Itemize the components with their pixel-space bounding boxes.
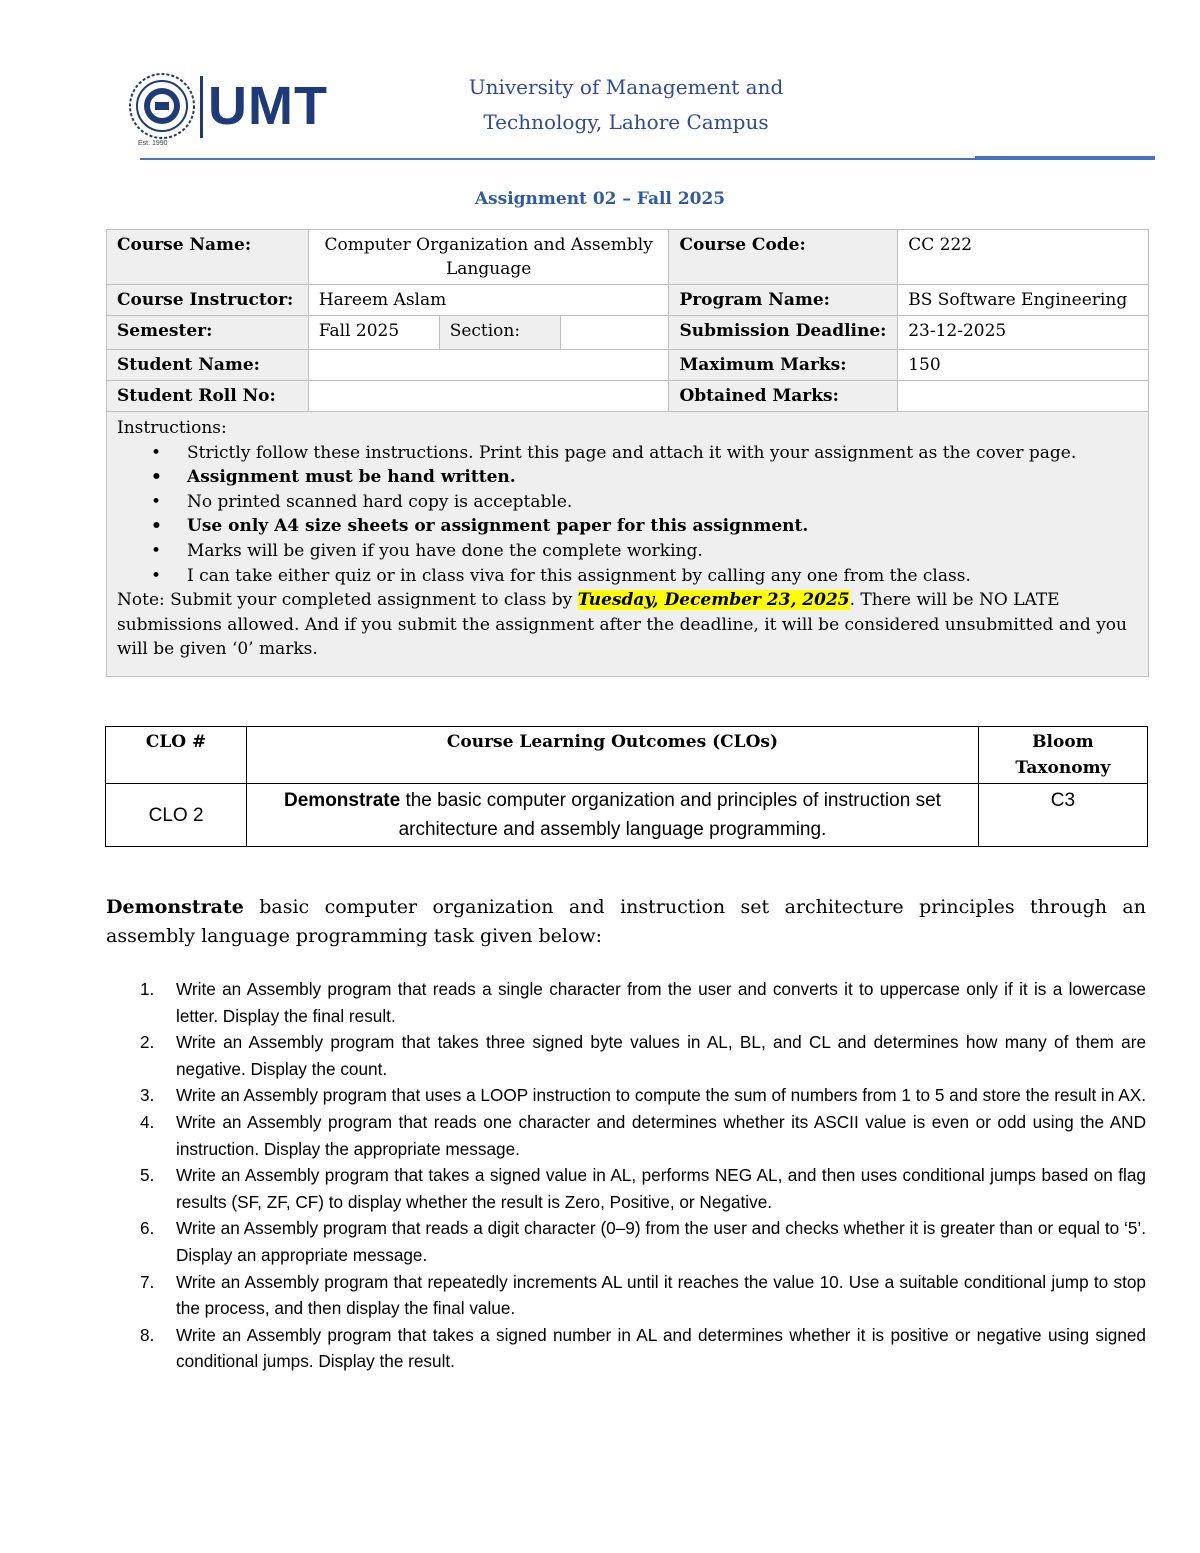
university-name <box>440 70 812 140</box>
student-name-label: Student Name: <box>107 350 309 381</box>
course-code-value: CC 222 <box>898 230 1149 285</box>
table-row <box>107 412 1149 677</box>
instruction-item: • Assignment must be hand written. <box>187 465 1138 490</box>
deadline-value: 23-12-2025 <box>898 316 1149 350</box>
table-row <box>107 230 1149 285</box>
list-item <box>110 1269 1146 1322</box>
task-text: Write an Assembly program that takes a signed number in AL and determines whether it is positive or negative using signed conditional jumps. Display the result. <box>176 1324 1146 1372</box>
course-name-label: Course Name: <box>107 230 309 285</box>
roll-label: Student Roll No: <box>107 381 309 412</box>
header-rule-accent <box>975 156 1155 160</box>
task-text: Write an Assembly program that uses a LOOP instruction to compute the sum of numbers from 1 to 5 and store the result in AX. <box>176 1085 1146 1106</box>
university-line-2: Technology, Lahore Campus <box>483 110 769 134</box>
note-prefix: Note: Submit your completed assignment to class by <box>117 590 578 611</box>
task-text: Write an Assembly program that takes three signed byte values in AL, BL, and CL and determines how many of them are negative. Display the count. <box>176 1032 1146 1079</box>
obtained-value[interactable] <box>898 381 1149 412</box>
task-number: 3. <box>140 1085 155 1106</box>
task-number: 4. <box>140 1111 155 1132</box>
instruction-item: • No printed scanned hard copy is acceptable. <box>187 490 1138 515</box>
instruction-item: • Strictly follow these instructions. Print this page and attach it with your assignment as the cover page. <box>187 441 1138 466</box>
instruction-item: • I can take either quiz or in class viva for this assignment by calling any one from the class. <box>187 564 1138 589</box>
table-row <box>107 350 1149 381</box>
assignment-title: Assignment 02 – Fall 2025 <box>474 189 726 209</box>
obtained-label: Obtained Marks: <box>669 381 898 412</box>
task-text: Write an Assembly program that reads a single character from the user and converts it to uppercase only if it is a lowercase letter. Display the final result. <box>176 979 1146 1026</box>
program-value: BS Software Engineering <box>898 285 1149 316</box>
instructions-heading: Instructions: <box>117 418 227 438</box>
note-date: Tuesday, December 23, 2025 <box>577 590 850 611</box>
intro-bold: Demonstrate <box>106 896 244 918</box>
program-label: Program Name: <box>669 285 898 316</box>
logo-divider <box>200 76 203 138</box>
list-item <box>110 976 1146 1029</box>
clo-outcome-rest: the basic computer organization and principles of instruction set architecture and assembly language programming. <box>398 790 941 840</box>
section-label: Section: <box>440 316 561 349</box>
umt-logo <box>128 70 338 150</box>
course-code-label: Course Code: <box>669 230 898 285</box>
list-item <box>110 1109 1146 1162</box>
bloom-level: C3 <box>978 784 1147 847</box>
task-list <box>110 976 1146 1375</box>
instructions-list <box>117 441 1138 589</box>
logo-established: Est. 1990 <box>138 140 168 147</box>
task-intro <box>106 893 1146 951</box>
clo-number-header: CLO # <box>106 727 247 784</box>
section-subtable <box>440 316 669 349</box>
task-text: Write an Assembly program that takes a signed value in AL, performs NEG AL, and then uses conditional jumps based on flag results (SF, ZF, CF) to display whether the result is Zero, Positive, or Negative. <box>176 1165 1146 1212</box>
table-row <box>107 316 1149 350</box>
table-row <box>107 285 1149 316</box>
instruction-item: • Use only A4 size sheets or assignment paper for this assignment. <box>187 514 1138 539</box>
max-marks-value: 150 <box>898 350 1149 381</box>
clo-outcome-header: Course Learning Outcomes (CLOs) <box>247 727 979 784</box>
table-row <box>106 784 1148 847</box>
student-name-value[interactable] <box>308 350 669 381</box>
table-row <box>106 727 1148 784</box>
note-suffix: . There will be NO LATE submissions allowed. And if you submit the assignment after the deadline, it will be considered unsubmitted and you will be given ‘0’ marks. <box>117 590 1127 660</box>
task-number: 7. <box>140 1271 155 1292</box>
instructor-label: Course Instructor: <box>107 285 309 316</box>
max-marks-label: Maximum Marks: <box>669 350 898 381</box>
instructor-value: Hareem Aslam <box>308 285 669 316</box>
intro-rest: basic computer organization and instruction set architecture principles through an assembly language programming task given below: <box>106 896 1146 947</box>
university-seal-icon <box>128 72 196 140</box>
section-value[interactable] <box>560 316 668 349</box>
task-text: Write an Assembly program that reads one character and determines whether its ASCII value is even or odd using the AND instruction. Display the appropriate message. <box>176 1111 1146 1159</box>
task-number: 8. <box>140 1324 155 1345</box>
list-item <box>110 1029 1146 1082</box>
clo-outcome <box>247 784 979 847</box>
bloom-header: Bloom Taxonomy <box>978 727 1147 784</box>
section-cell <box>439 316 669 350</box>
list-item <box>110 1162 1146 1215</box>
task-number: 5. <box>140 1165 155 1186</box>
instructions-cell <box>107 412 1149 677</box>
task-text: Write an Assembly program that reads a digit character (0–9) from the user and checks whether it is greater than or equal to ‘5’. Display an appropriate message. <box>176 1218 1146 1265</box>
clo-outcome-bold: Demonstrate <box>284 790 401 811</box>
clo-number: CLO 2 <box>106 784 247 847</box>
instruction-item: • Marks will be given if you have done the complete working. <box>187 539 1138 564</box>
semester-label: Semester: <box>107 316 309 350</box>
task-number: 6. <box>140 1218 155 1239</box>
semester-value: Fall 2025 <box>308 316 439 350</box>
roll-value[interactable] <box>308 381 669 412</box>
task-text: Write an Assembly program that repeatedly increments AL until it reaches the value 10. Use a suitable conditional jump to stop the process, and then display the final value. <box>176 1271 1146 1319</box>
task-number: 2. <box>140 1032 155 1053</box>
course-name-value: Computer Organization and Assembly Language <box>308 230 669 285</box>
list-item <box>110 1215 1146 1268</box>
task-number: 1. <box>140 979 155 999</box>
logo-text: UMT <box>208 76 328 136</box>
submission-note <box>117 588 1138 662</box>
deadline-label: Submission Deadline: <box>669 316 898 350</box>
clo-table <box>105 726 1148 847</box>
list-item <box>110 1082 1146 1109</box>
list-item <box>110 1322 1146 1375</box>
table-row <box>107 381 1149 412</box>
university-line-1: University of Management and <box>468 75 784 99</box>
course-info-table <box>106 229 1149 677</box>
